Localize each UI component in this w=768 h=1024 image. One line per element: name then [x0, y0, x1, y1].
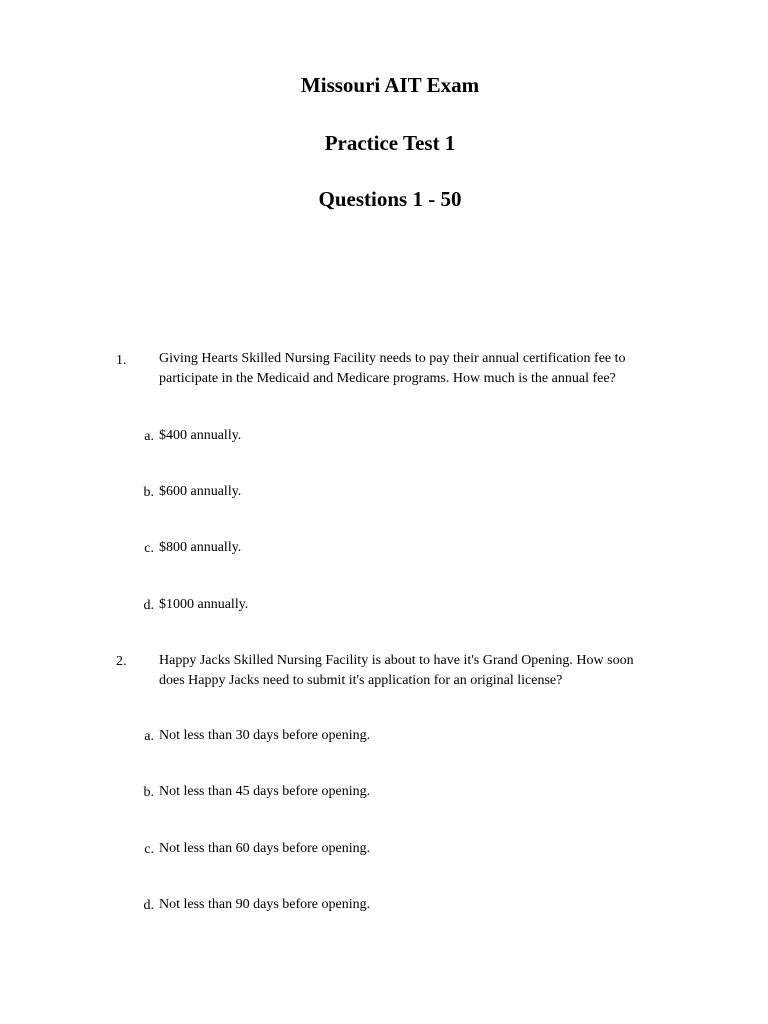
- option-text: $400 annually.: [159, 428, 242, 443]
- option-letter: c.: [144, 541, 154, 556]
- option-text: $1000 annually.: [159, 597, 249, 612]
- question-number: 1.: [116, 353, 127, 368]
- option-letter: c.: [144, 842, 154, 857]
- question-text: Happy Jacks Skilled Nursing Facility is about to have it's Grand Opening. How soon does Happy Jacks need to submit it's application for an original license?: [159, 653, 634, 688]
- option-text: $600 annually.: [159, 484, 242, 499]
- option-text: $800 annually.: [159, 540, 242, 555]
- option-letter: a.: [144, 729, 154, 744]
- question-text: Giving Hearts Skilled Nursing Facility needs to pay their annual certification fee to participate in the Medicaid and Medicare programs. How much is the annual fee?: [159, 351, 626, 386]
- option-letter: d.: [143, 898, 154, 913]
- exam-title: Missouri AIT Exam: [300, 73, 480, 97]
- option-letter: d.: [143, 598, 154, 613]
- option-letter: a.: [144, 429, 154, 444]
- option-text: Not less than 90 days before opening.: [159, 897, 371, 912]
- test-title: Practice Test 1: [324, 131, 456, 155]
- option-letter: b.: [143, 785, 154, 800]
- question-number: 2.: [116, 654, 127, 669]
- questions-range-title: Questions 1 - 50: [318, 187, 462, 211]
- option-text: Not less than 30 days before opening.: [159, 728, 371, 743]
- option-text: Not less than 45 days before opening.: [159, 784, 371, 799]
- option-text: Not less than 60 days before opening.: [159, 841, 371, 856]
- option-letter: b.: [143, 485, 154, 500]
